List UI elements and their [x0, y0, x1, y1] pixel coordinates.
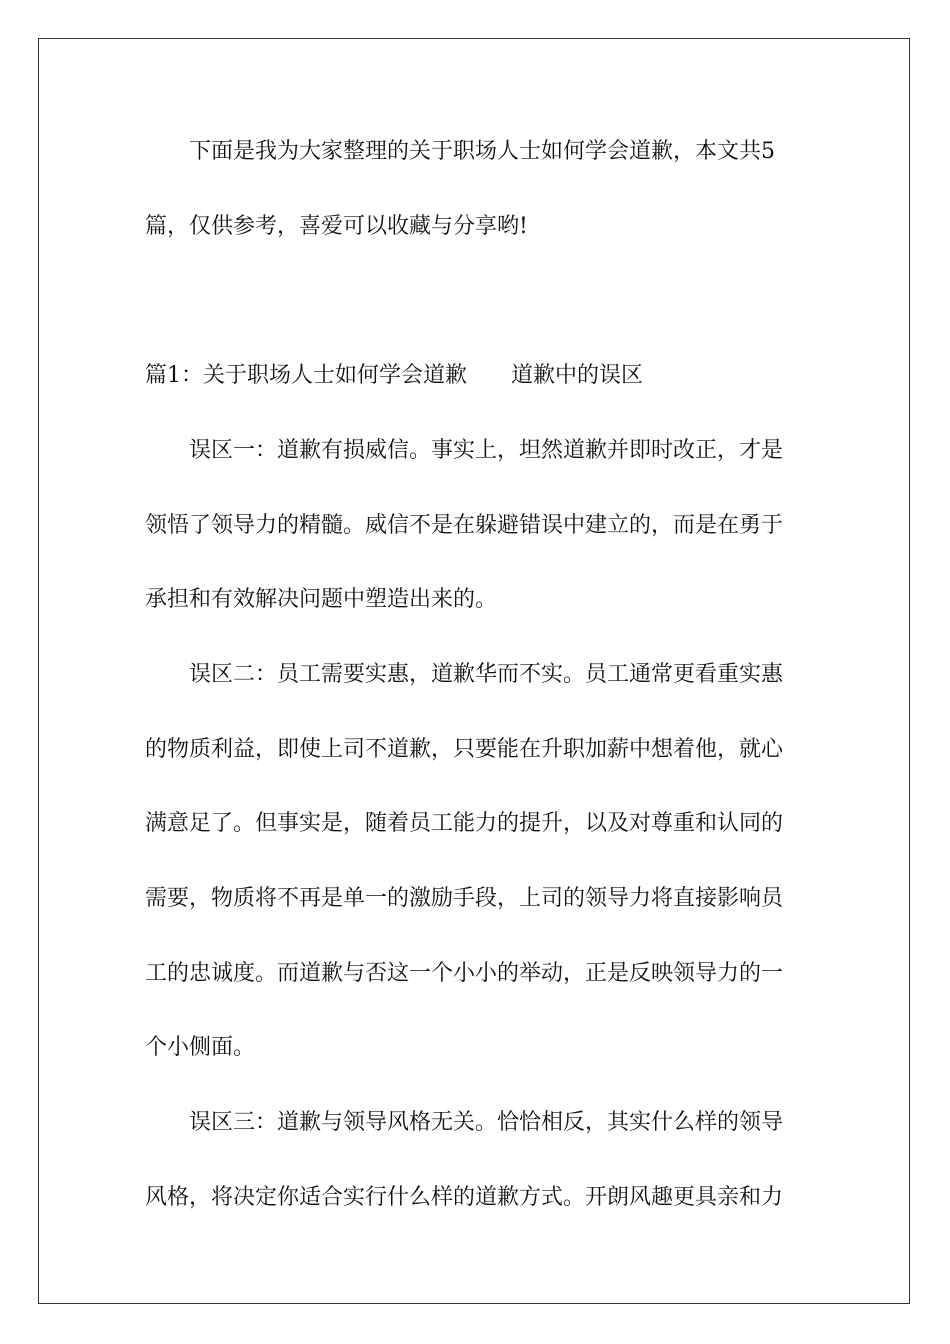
paragraph-1-line-3: 承担和有效解决问题中塑造出来的。	[145, 587, 498, 612]
section-heading: 篇1：关于职场人士如何学会道歉 道歉中的误区	[145, 363, 643, 388]
paragraph-2-line-2: 的物质利益，即使上司不道歉，只要能在升职加薪中想着他，就心	[145, 737, 784, 762]
intro-line-1: 下面是我为大家整理的关于职场人士如何学会道歉，本文共5	[189, 139, 775, 164]
intro-line-2: 篇，仅供参考，喜爱可以收藏与分享哟!	[145, 214, 528, 239]
paragraph-1-line-1: 误区一：道歉有损威信。事实上，坦然道歉并即时改正，才是	[189, 438, 784, 463]
paragraph-1-line-2: 领悟了领导力的精髓。威信不是在躲避错误中建立的，而是在勇于	[145, 513, 784, 538]
paragraph-3-line-1: 误区三：道歉与领导风格无关。恰恰相反，其实什么样的领导	[189, 1110, 784, 1135]
paragraph-2-line-4: 需要，物质将不再是单一的激励手段，上司的领导力将直接影响员	[145, 886, 784, 911]
paragraph-3-line-2: 风格，将决定你适合实行什么样的道歉方式。开朗风趣更具亲和力	[145, 1185, 784, 1210]
paragraph-2-line-5: 工的忠诚度。而道歉与否这一个小小的举动，正是反映领导力的一	[145, 961, 784, 986]
paragraph-2-line-3: 满意足了。但事实是，随着员工能力的提升，以及对尊重和认同的	[145, 811, 784, 836]
paragraph-2-line-6: 个小侧面。	[145, 1035, 256, 1060]
paragraph-2-line-1: 误区二：员工需要实惠，道歉华而不实。员工通常更看重实惠	[189, 662, 784, 687]
